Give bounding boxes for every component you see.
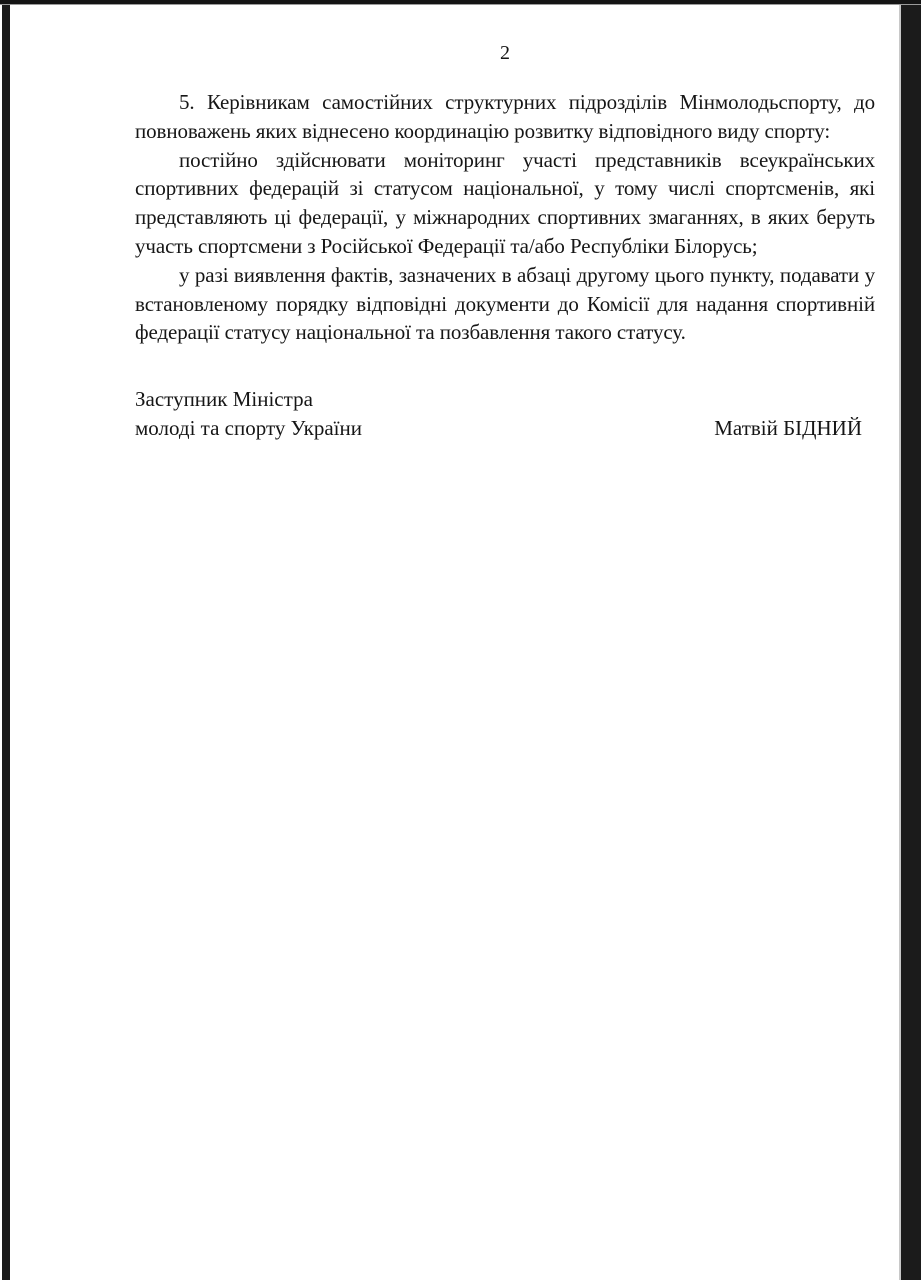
signer-name: Матвій БІДНИЙ [714,415,862,440]
signature-block [135,385,862,443]
signer-title [135,385,362,443]
scan-border-right [899,0,921,1280]
scan-border-top [0,0,921,5]
paragraph-item-5: 5. Керівникам самостійних структурних підрозділів Мінмолодьспорту, до повноважень яких віднесено координацію розвитку відповідного виду спорту: [135,90,875,143]
paragraph-monitoring: постійно здійснювати моніторинг участі представників всеукраїнських спортивних федерацій зі статусом національної, у тому числі спортсменів, які представляють ці федерації, у міжнародних спортивних змаганнях, в яких беруть участь спортсмени з Російської Федерації та/або Республіки Білорусь; [135,147,875,258]
page-number: 2 [500,42,510,64]
paragraph-facts-submission: у разі виявлення фактів, зазначених в абзаці другому цього пункту, подавати у встановленому порядку відповідні документи до Комісії для надання спортивній федерації статусу національної та позбавлення такого статусу. [135,262,875,345]
document-body [135,88,875,347]
signer-title-line1: Заступник Міністра [135,387,313,411]
signer-title-line2: молоді та спорту України [135,415,362,440]
scan-border-left [2,0,10,1280]
